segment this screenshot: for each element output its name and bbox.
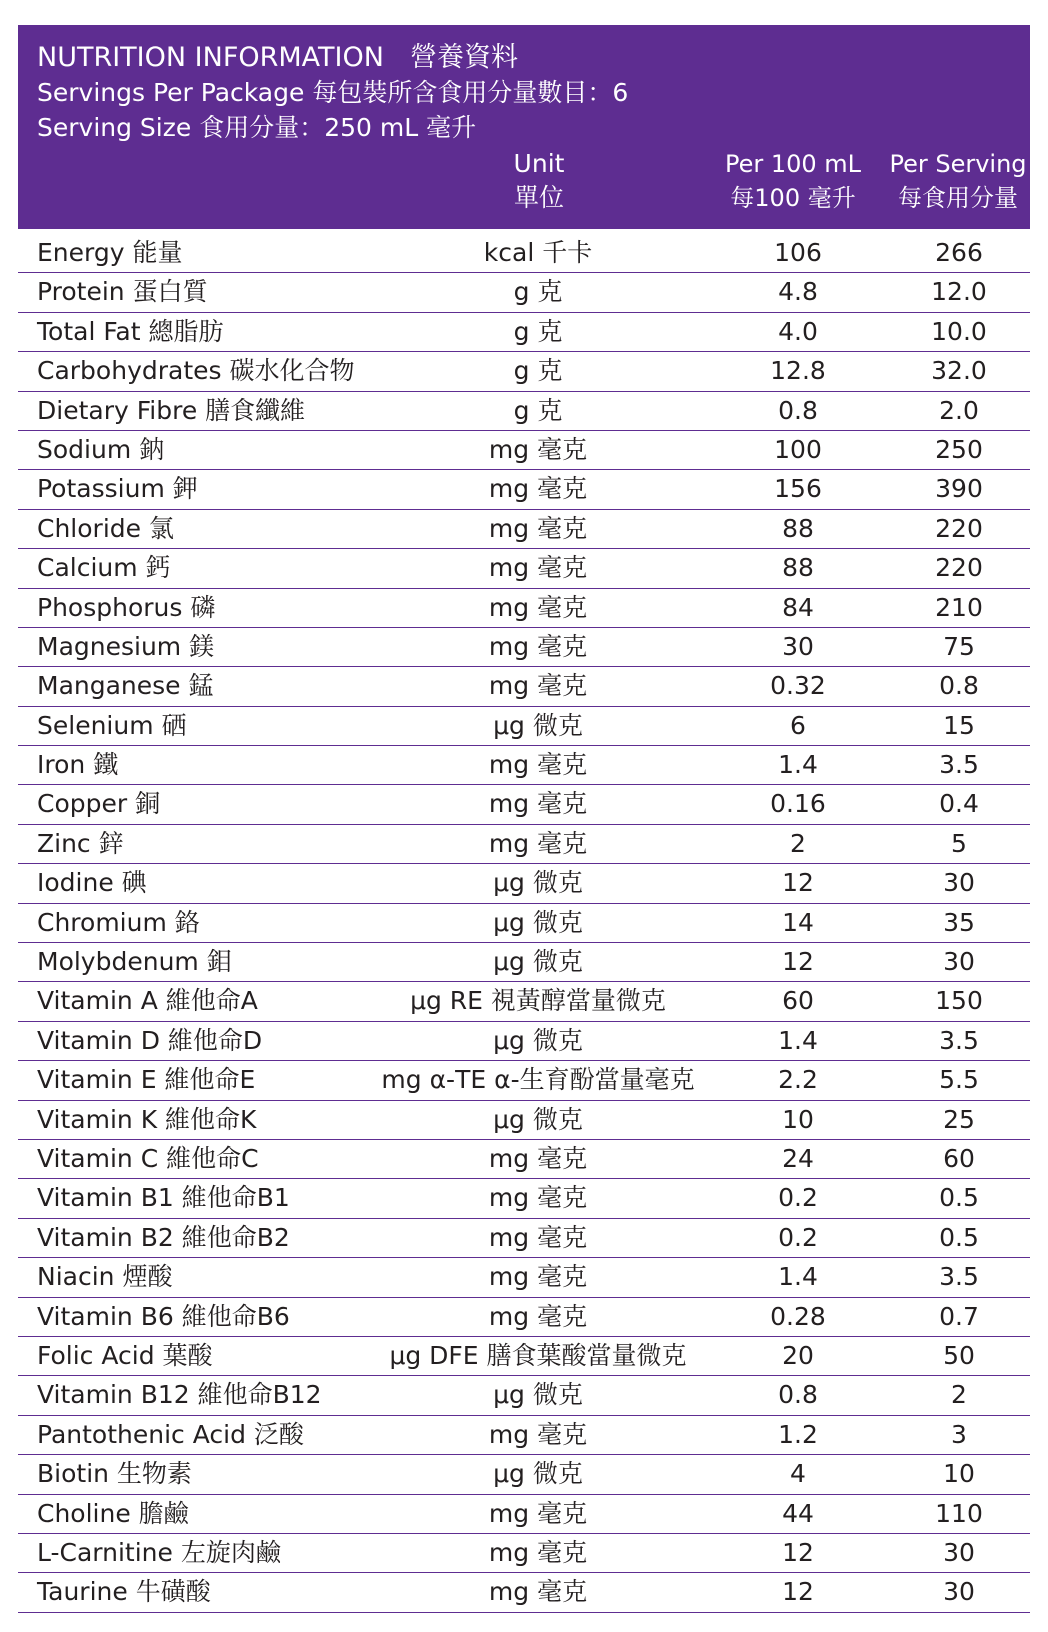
- nutrient-unit: mg 毫克: [488, 1222, 588, 1252]
- table-row: [18, 352, 1030, 391]
- nutrition-information-panel: [18, 25, 1030, 1613]
- nutrient-name: Zinc 鋅: [37, 828, 124, 858]
- value-per-100ml: 0.32: [770, 671, 826, 701]
- nutrient-unit: mg 毫克: [488, 1183, 588, 1213]
- nutrient-unit: μg 微克: [493, 1025, 583, 1055]
- value-per-serving: 150: [935, 986, 983, 1016]
- value-per-100ml: 0.2: [778, 1183, 818, 1213]
- nutrient-name: Energy 能量: [37, 238, 183, 267]
- table-row: [18, 234, 1030, 273]
- value-per-100ml: 6: [790, 710, 806, 740]
- nutrient-unit: mg 毫克: [488, 828, 588, 858]
- nutrient-name: Carbohydrates 碳水化合物: [37, 356, 355, 386]
- value-per-serving: 0.7: [939, 1301, 979, 1331]
- value-per-100ml: 156: [774, 474, 822, 504]
- nutrition-table-body: [18, 234, 1030, 1613]
- value-per-100ml: 2: [790, 828, 806, 858]
- servings-per-package: Servings Per Package 每包裝所含食用分量數目：6: [37, 78, 629, 107]
- column-header-per-100ml-cn: 每100 毫升: [730, 184, 856, 212]
- table-row: [18, 864, 1030, 903]
- table-row: [18, 1179, 1030, 1218]
- nutrient-unit: μg DFE 膳食葉酸當量微克: [389, 1340, 687, 1370]
- value-per-100ml: 4: [790, 1459, 806, 1489]
- value-per-100ml: 10: [782, 1104, 814, 1134]
- nutrient-unit: mg 毫克: [488, 1143, 588, 1173]
- table-row: [18, 313, 1030, 352]
- nutrient-unit: mg 毫克: [488, 1537, 588, 1567]
- nutrient-unit: μg 微克: [493, 1104, 583, 1134]
- nutrient-name: Taurine 牛磺酸: [37, 1577, 211, 1607]
- nutrient-name: L-Carnitine 左旋肉鹼: [37, 1537, 281, 1567]
- nutrient-unit: mg 毫克: [488, 631, 588, 661]
- nutrient-name: Protein 蛋白質: [37, 277, 208, 307]
- value-per-100ml: 4.0: [778, 316, 818, 346]
- nutrient-name: Chromium 鉻: [37, 907, 200, 937]
- table-row: [18, 392, 1030, 431]
- value-per-100ml: 1.2: [778, 1419, 818, 1449]
- table-row: [18, 1219, 1030, 1258]
- nutrient-name: Vitamin B6 維他命B6: [37, 1301, 290, 1331]
- value-per-100ml: 1.4: [778, 1262, 818, 1292]
- value-per-100ml: 100: [774, 434, 822, 464]
- nutrient-name: Molybdenum 鉬: [37, 947, 232, 977]
- nutrient-name: Sodium 鈉: [37, 434, 165, 464]
- table-row: [18, 1258, 1030, 1297]
- nutrient-unit: μg RE 視黃醇當量微克: [410, 986, 666, 1016]
- value-per-100ml: 106: [774, 238, 822, 267]
- value-per-100ml: 60: [782, 986, 814, 1016]
- value-per-100ml: 0.16: [770, 789, 826, 819]
- value-per-100ml: 4.8: [778, 277, 818, 307]
- value-per-100ml: 44: [782, 1498, 814, 1528]
- nutrient-unit: g 克: [513, 395, 563, 425]
- nutrient-unit: μg 微克: [493, 1459, 583, 1489]
- table-row: [18, 1455, 1030, 1494]
- value-per-serving: 30: [943, 1537, 975, 1567]
- column-header-unit-cn: 單位: [513, 183, 564, 212]
- value-per-serving: 250: [935, 434, 983, 464]
- nutrient-unit: mg 毫克: [488, 592, 588, 622]
- table-row: [18, 1573, 1030, 1612]
- nutrient-name: Dietary Fibre 膳食纖維: [37, 395, 306, 425]
- table-row: [18, 667, 1030, 706]
- value-per-100ml: 24: [782, 1143, 814, 1173]
- table-row: [18, 510, 1030, 549]
- value-per-serving: 30: [943, 1577, 975, 1607]
- nutrient-unit: μg 微克: [493, 710, 583, 740]
- serving-size: Serving Size 食用分量：250 mL 毫升: [37, 113, 477, 142]
- value-per-serving: 390: [935, 474, 983, 504]
- nutrition-title: [37, 41, 518, 75]
- nutrient-name: Manganese 錳: [37, 671, 214, 701]
- value-per-serving: 210: [935, 592, 983, 622]
- value-per-serving: 30: [943, 947, 975, 977]
- column-header-per-serving-cn: 每食用分量: [898, 184, 1018, 212]
- value-per-serving: 0.4: [939, 789, 979, 819]
- table-row: [18, 1376, 1030, 1415]
- title-english: NUTRITION INFORMATION: [37, 42, 384, 73]
- value-per-serving: 0.8: [939, 671, 979, 701]
- table-row: [18, 431, 1030, 470]
- nutrient-name: Selenium 硒: [37, 710, 187, 740]
- value-per-100ml: 0.8: [778, 395, 818, 425]
- value-per-serving: 5.5: [939, 1065, 979, 1095]
- table-row: [18, 1140, 1030, 1179]
- value-per-100ml: 12: [782, 947, 814, 977]
- nutrient-unit: mg 毫克: [488, 1301, 588, 1331]
- nutrient-unit: mg 毫克: [488, 1577, 588, 1607]
- nutrient-unit: μg 微克: [493, 1380, 583, 1410]
- value-per-100ml: 14: [782, 907, 814, 937]
- nutrient-unit: mg 毫克: [488, 671, 588, 701]
- value-per-serving: 110: [935, 1498, 983, 1528]
- nutrient-unit: mg 毫克: [488, 434, 588, 464]
- nutrient-unit: g 克: [513, 277, 563, 307]
- nutrient-name: Iron 鐵: [37, 750, 119, 780]
- value-per-100ml: 0.2: [778, 1222, 818, 1252]
- nutrient-unit: μg 微克: [493, 947, 583, 977]
- nutrient-unit: kcal 千卡: [483, 238, 593, 267]
- value-per-100ml: 30: [782, 631, 814, 661]
- value-per-serving: 50: [943, 1340, 975, 1370]
- table-row: [18, 1061, 1030, 1100]
- value-per-serving: 25: [943, 1104, 975, 1134]
- table-row: [18, 904, 1030, 943]
- value-per-serving: 0.5: [939, 1183, 979, 1213]
- nutrient-name: Vitamin K 維他命K: [37, 1104, 257, 1134]
- nutrition-header: [18, 25, 1030, 229]
- nutrient-unit: mg 毫克: [488, 553, 588, 583]
- value-per-100ml: 12: [782, 1537, 814, 1567]
- table-row: [18, 1416, 1030, 1455]
- nutrient-name: Chloride 氯: [37, 513, 174, 543]
- nutrient-name: Vitamin D 維他命D: [37, 1025, 263, 1055]
- value-per-serving: 3: [951, 1419, 967, 1449]
- nutrient-unit: mg 毫克: [488, 474, 588, 504]
- table-row: [18, 549, 1030, 588]
- value-per-100ml: 88: [782, 513, 814, 543]
- table-row: [18, 1022, 1030, 1061]
- value-per-100ml: 1.4: [778, 1025, 818, 1055]
- nutrient-name: Iodine 碘: [37, 868, 147, 898]
- nutrient-name: Total Fat 總脂肪: [37, 316, 224, 346]
- value-per-serving: 15: [943, 710, 975, 740]
- table-row: [18, 943, 1030, 982]
- nutrient-unit: g 克: [513, 356, 563, 386]
- value-per-100ml: 12: [782, 868, 814, 898]
- value-per-serving: 30: [943, 868, 975, 898]
- value-per-serving: 220: [935, 513, 983, 543]
- table-row: [18, 825, 1030, 864]
- value-per-100ml: 84: [782, 592, 814, 622]
- table-row: [18, 982, 1030, 1021]
- nutrient-unit: mg 毫克: [488, 750, 588, 780]
- value-per-serving: 2: [951, 1380, 967, 1410]
- value-per-serving: 5: [951, 828, 967, 858]
- nutrient-name: Copper 銅: [37, 789, 161, 819]
- value-per-serving: 35: [943, 907, 975, 937]
- value-per-serving: 32.0: [931, 356, 987, 386]
- nutrient-name: Potassium 鉀: [37, 474, 198, 504]
- table-row: [18, 1534, 1030, 1573]
- table-row: [18, 707, 1030, 746]
- value-per-100ml: 2.2: [778, 1065, 818, 1095]
- nutrient-name: Magnesium 鎂: [37, 631, 215, 661]
- nutrient-name: Folic Acid 葉酸: [37, 1340, 213, 1370]
- value-per-serving: 12.0: [931, 277, 987, 307]
- value-per-serving: 0.5: [939, 1222, 979, 1252]
- nutrient-unit: mg 毫克: [488, 1262, 588, 1292]
- title-chinese: 營養資料: [409, 42, 518, 73]
- nutrient-unit: mg α-TE α-生育酚當量毫克: [381, 1065, 695, 1095]
- nutrient-unit: μg 微克: [493, 907, 583, 937]
- column-header-unit-en: Unit: [513, 149, 565, 178]
- table-row: [18, 746, 1030, 785]
- table-row: [18, 1101, 1030, 1140]
- nutrient-unit: mg 毫克: [488, 513, 588, 543]
- table-row: [18, 470, 1030, 509]
- nutrient-name: Calcium 鈣: [37, 553, 171, 583]
- nutrient-name: Pantothenic Acid 泛酸: [37, 1419, 304, 1449]
- table-row: [18, 1495, 1030, 1534]
- value-per-100ml: 1.4: [778, 750, 818, 780]
- value-per-serving: 266: [935, 238, 983, 267]
- value-per-100ml: 0.28: [770, 1301, 826, 1331]
- table-row: [18, 273, 1030, 312]
- column-header-per-100ml-en: Per 100 mL: [724, 150, 862, 178]
- value-per-serving: 3.5: [939, 1025, 979, 1055]
- column-header-per-serving: [858, 147, 1048, 215]
- nutrient-name: Phosphorus 磷: [37, 592, 216, 622]
- table-row: [18, 785, 1030, 824]
- column-header-per-serving-en: Per Serving: [889, 150, 1027, 178]
- nutrient-unit: mg 毫克: [488, 1419, 588, 1449]
- table-row: [18, 628, 1030, 667]
- table-row: [18, 1337, 1030, 1376]
- value-per-100ml: 88: [782, 553, 814, 583]
- nutrient-unit: mg 毫克: [488, 1498, 588, 1528]
- value-per-serving: 10.0: [931, 316, 987, 346]
- nutrient-name: Vitamin B1 維他命B1: [37, 1183, 290, 1213]
- nutrient-name: Biotin 生物素: [37, 1459, 192, 1489]
- value-per-100ml: 12: [782, 1577, 814, 1607]
- value-per-100ml: 12.8: [770, 356, 826, 386]
- nutrient-name: Vitamin B2 維他命B2: [37, 1222, 290, 1252]
- column-header-unit: [439, 147, 639, 215]
- nutrient-name: Choline 膽鹼: [37, 1498, 189, 1528]
- nutrient-unit: g 克: [513, 316, 563, 346]
- value-per-serving: 60: [943, 1143, 975, 1173]
- nutrient-name: Vitamin A 維他命A: [37, 986, 258, 1016]
- value-per-serving: 2.0: [939, 395, 979, 425]
- nutrient-name: Vitamin C 維他命C: [37, 1143, 259, 1173]
- value-per-serving: 3.5: [939, 1262, 979, 1292]
- value-per-100ml: 20: [782, 1340, 814, 1370]
- value-per-serving: 220: [935, 553, 983, 583]
- nutrient-name: Niacin 煙酸: [37, 1262, 173, 1292]
- nutrient-unit: μg 微克: [493, 868, 583, 898]
- value-per-serving: 75: [943, 631, 975, 661]
- nutrient-name: Vitamin B12 維他命B12: [37, 1380, 322, 1410]
- table-row: [18, 1298, 1030, 1337]
- value-per-serving: 10: [943, 1459, 975, 1489]
- value-per-100ml: 0.8: [778, 1380, 818, 1410]
- table-row: [18, 589, 1030, 628]
- value-per-serving: 3.5: [939, 750, 979, 780]
- nutrient-name: Vitamin E 維他命E: [37, 1065, 256, 1095]
- nutrient-unit: mg 毫克: [488, 789, 588, 819]
